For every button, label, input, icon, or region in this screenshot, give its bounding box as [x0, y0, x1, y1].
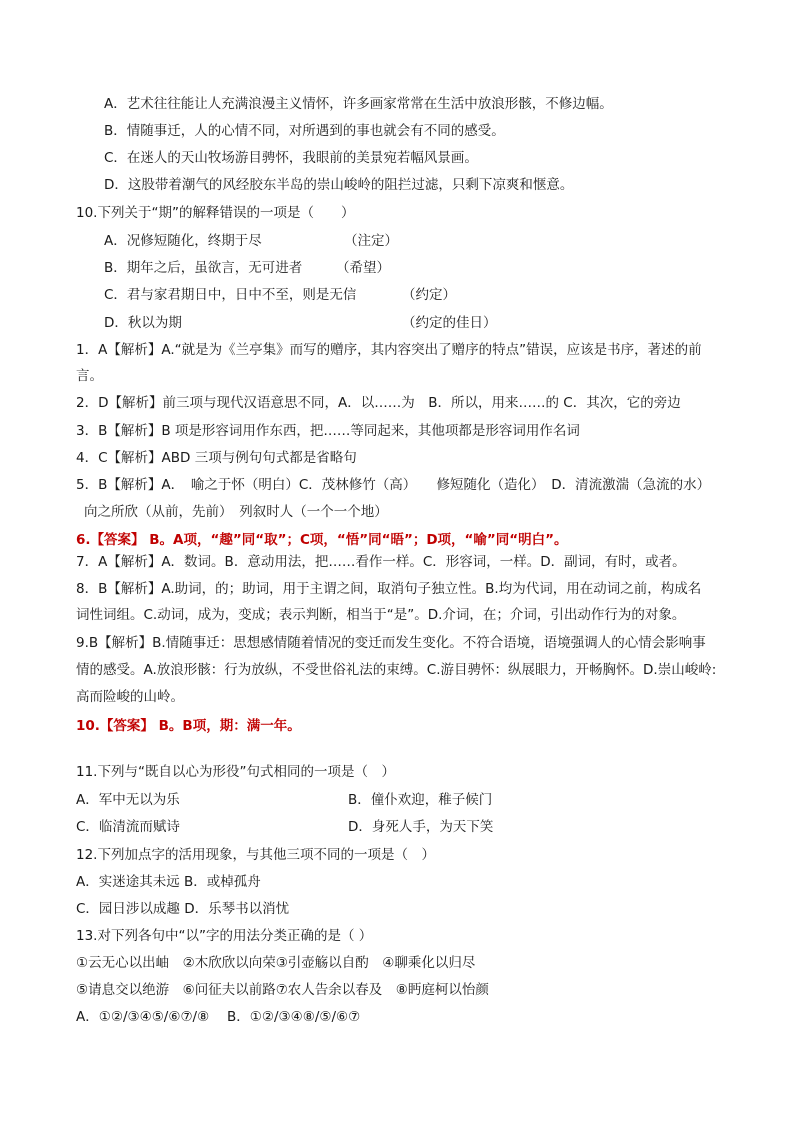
q9-option-c: C．在迷人的天山牧场游目骋怀，我眼前的美景宛若幅风景画。	[104, 150, 478, 166]
answer-9-line-3: 高而险峻的山岭。	[76, 689, 184, 705]
q13-sentences-row-1: ①云无心以出岫 ②木欣欣以向荣③引壶觞以自酌 ④聊乘化以归尽	[76, 955, 476, 971]
q11-option-c: C．临清流而赋诗	[76, 819, 180, 835]
q12-options-row-2: C．园日涉以成趣 D．乐琴书以消忧	[76, 901, 290, 917]
answer-5-line-1: 5．B【解析】A． 喻之于怀（明白）C．茂林修竹（高） 修短随化（造化） D．清流激湍（急流的水）	[76, 477, 711, 493]
q12-stem: 12.下列加点字的活用现象，与其他三项不同的一项是（ ）	[76, 847, 435, 863]
answer-3: 3．B【解析】B 项是形容词用作东西，把……等同起来，其他项都是形容词用作名词	[76, 423, 580, 439]
q11-option-d: D．身死人手，为天下笑	[348, 819, 494, 835]
q11-option-a: A．军中无以为乐	[76, 792, 180, 808]
q10-stem: 10.下列关于“期”的解释错误的一项是（ ）	[76, 205, 355, 221]
q13-stem: 13.对下列各句中“以”字的用法分类正确的是（ ）	[76, 928, 373, 944]
q10-option-a-note: （注定）	[344, 233, 398, 249]
q11-option-b: B．僮仆欢迎，稚子候门	[348, 792, 493, 808]
answer-10: 10.【答案】 B。B项，期：满一年。	[76, 718, 301, 734]
q10-option-b: B．期年之后，虽欲言，无可进者	[104, 260, 303, 276]
q9-option-b: B．情随事迁，人的心情不同，对所遇到的事也就会有不同的感受。	[104, 123, 505, 139]
q10-option-c-note: （约定）	[402, 287, 456, 303]
answer-6: 6.【答案】 B。A项，“趣”同“取”；C项，“悟”同“晤”；D项，“喻”同“明白”。	[76, 532, 568, 548]
answer-5-line-2: 向之所欣（从前，先前） 列叙时人（一个一个地）	[84, 504, 388, 520]
q9-option-d: D．这股带着潮气的风经胶东半岛的崇山峻岭的阻拦过滤，只剩下凉爽和惬意。	[104, 177, 574, 193]
answer-8-line-1: 8．B【解析】A.助词，的；助词，用于主谓之间，取消句子独立性。B.均为代词，用在动词之前，构成名	[76, 581, 702, 597]
answer-4: 4．C【解析】ABD 三项与例句句式都是省略句	[76, 450, 357, 466]
answer-1-line-1: 1．A【解析】A.“就是为《兰亭集》而写的赠序，其内容突出了赠序的特点”错误，应该是书序，著述的前	[76, 342, 702, 358]
q13-options: A．①②/③④⑤/⑥⑦/⑧ B．①②/③④⑧/⑤/⑥⑦	[76, 1009, 361, 1025]
q10-option-c: C．君与家君期日中，日中不至，则是无信	[104, 287, 357, 303]
q10-option-d-note: （约定的佳日）	[402, 315, 497, 331]
answer-8-line-2: 词性词组。C.动词，成为，变成；表示判断，相当于“是”。D.介词，在；介词，引出动作行为的对象。	[76, 607, 686, 623]
q10-option-b-note: （希望）	[336, 260, 390, 276]
answer-9-line-1: 9.B【解析】B.情随事迁：思想感情随着情况的变迁而发生变化。不符合语境，语境强调人的心情会影响事	[76, 635, 706, 651]
q10-option-d: D．秋以为期	[104, 315, 182, 331]
answer-9-line-2: 情的感受。A.放浪形骸：行为放纵，不受世俗礼法的束缚。C.游目骋怀：纵展眼力，开畅胸怀。D.崇山峻岭:	[76, 662, 717, 678]
q13-sentences-row-2: ⑤请息交以绝游 ⑥问征夫以前路⑦农人告余以春及 ⑧眄庭柯以怡颜	[76, 982, 489, 998]
answer-2: 2．D【解析】前三项与现代汉语意思不同，A．以……为 B．所以，用来……的 C．其次，它的旁边	[76, 395, 681, 411]
q11-stem: 11.下列与“既自以心为形役”句式相同的一项是（ ）	[76, 764, 395, 780]
answer-1-line-2: 言。	[76, 368, 103, 384]
q10-option-a: A．况修短随化，终期于尽	[104, 233, 262, 249]
q12-options-row-1: A．实迷途其未远 B．或棹孤舟	[76, 874, 261, 890]
answer-7: 7．A【解析】A．数词。B．意动用法，把……看作一样。C．形容词，一样。D．副词，有时，或者。	[76, 554, 686, 570]
q9-option-a: A．艺术往往能让人充满浪漫主义情怀，许多画家常常在生活中放浪形骸，不修边幅。	[104, 96, 613, 112]
